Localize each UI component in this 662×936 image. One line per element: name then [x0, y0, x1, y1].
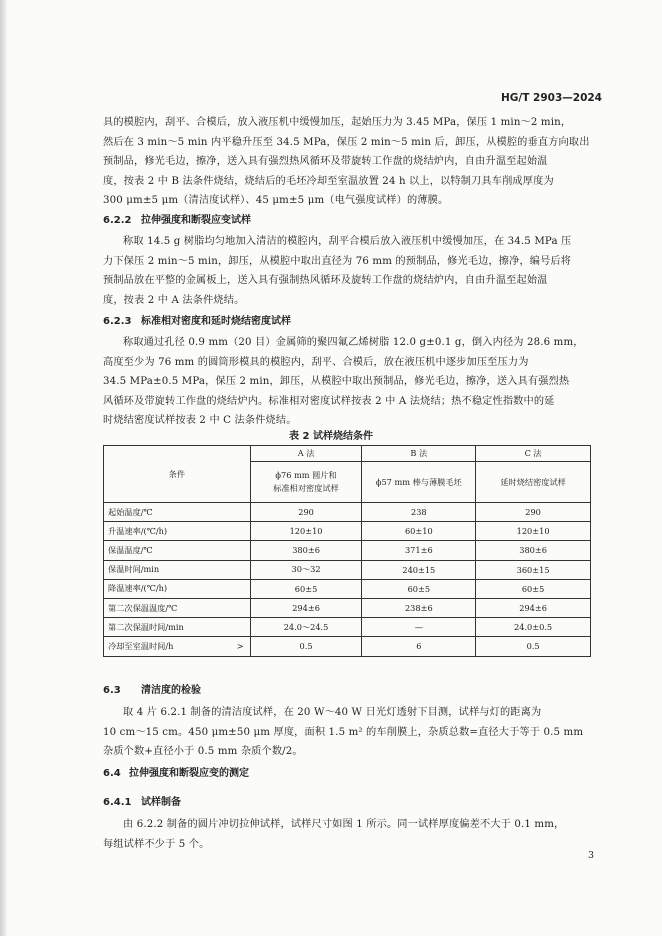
section-heading-6-4-1 — [103, 793, 181, 808]
text-line: 高度至少为 76 mm 的圆筒形模具的模腔内，刮平、合模后，放在液压机中逐步加压至压力为 — [103, 356, 529, 368]
section-heading-6-2-2 — [103, 211, 251, 226]
section-heading-6-4 — [103, 764, 249, 779]
row-label: 保温时间/min — [104, 560, 251, 579]
text-line: 风循环及带旋转工作盘的烧结炉内。标准相对密度试样按表 2 中 A 法烧结；热不稳定性指数中的延 — [103, 395, 555, 407]
paragraph-sample-prep — [103, 815, 591, 854]
paragraph-film-sample — [103, 113, 591, 211]
section-title: 试样制备 — [141, 797, 181, 808]
text-line: 预制品，修光毛边，擦净，送入具有强烈热风循环及带旋转工作盘的烧结炉内，自由升温至起始温 — [103, 156, 548, 168]
cell-b: — — [362, 618, 476, 637]
cell-c: 0.5 — [476, 637, 591, 656]
text-line: 每组试样不少于 5 个。 — [103, 838, 210, 850]
section-number: 6.2.3 — [103, 316, 132, 327]
text-line: 300 μm±5 μm（清洁度试样）、45 μm±5 μm（电气强度试样）的薄膜。 — [103, 195, 449, 207]
cell-a: 30～32 — [250, 560, 362, 579]
row-label: 起始温度/℃ — [104, 503, 251, 522]
table-row — [104, 598, 591, 617]
method-c-subheader: 延时烧结密度试样 — [476, 462, 591, 503]
text-line: 度，按表 2 中 A 法条件烧结。 — [103, 294, 245, 306]
text-line: 时烧结密度试样按表 2 中 C 法条件烧结。 — [103, 415, 297, 427]
cell-b: 6 — [362, 637, 476, 656]
section-title: 标准相对密度和延时烧结密度试样 — [141, 316, 291, 327]
text-line: 力下保压 2 min～5 min，卸压，从模腔中取出直径为 76 mm 的预制品，修光毛边，擦净，编号后将 — [103, 255, 572, 267]
row-label: 冷却至室温时间/h — [108, 640, 174, 651]
text-line: 称取 14.5 g 树脂均匀地加入清洁的模腔内，刮平合模后放入液压机中缓慢加压，在 34.5 MPa 压 — [123, 236, 572, 247]
row-label: 第二次保温时间/min — [104, 618, 251, 637]
section-number: 6.4 — [103, 768, 121, 779]
cell-b: 240±15 — [362, 560, 476, 579]
text-line: 度，按表 2 中 B 法条件烧结，烧结后的毛坯冷却至室温放置 24 h 以上，以特制刀具车削成厚度为 — [103, 175, 554, 187]
section-number: 6.4.1 — [103, 797, 132, 808]
paragraph-tensile-sample — [103, 232, 591, 310]
text-line: 具的模腔内，刮平、合模后，放入液压机中缓慢加压，起始压力为 3.45 MPa，保压 1 min～2 min， — [103, 117, 572, 128]
greater-than-mark: > — [236, 640, 244, 651]
table-row — [104, 579, 591, 598]
condition-header: 条件 — [104, 446, 251, 503]
method-a-header: A 法 — [250, 446, 362, 462]
text-line: 杂质个数+直径小于 0.5 mm 杂质个数/2。 — [103, 746, 303, 758]
row-label: 保温温度/℃ — [104, 541, 251, 560]
cell-c: 290 — [476, 503, 591, 522]
cell-b: 371±6 — [362, 541, 476, 560]
table-caption: 表 2 试样烧结条件 — [289, 431, 373, 442]
table-row — [104, 541, 591, 560]
sintering-conditions-table — [103, 445, 591, 657]
section-title: 拉伸强度和断裂应变的测定 — [129, 768, 249, 779]
text-line: 预制品放在平整的金属板上，送入具有强制热风循环及旋转工作盘的烧结炉内，自由升温至起始温 — [103, 275, 548, 287]
cell-b: 60±5 — [362, 579, 476, 598]
paragraph-cleanliness — [103, 703, 591, 762]
scan-edge-shadow — [0, 0, 7, 936]
section-number: 6.2.2 — [103, 215, 132, 226]
section-number: 6.3 — [103, 685, 121, 696]
table-row — [104, 637, 591, 656]
cell-a: 294±6 — [250, 598, 362, 617]
method-b-subheader: ϕ57 mm 棒与薄膜毛坯 — [362, 462, 476, 503]
cell-c: 24.0±0.5 — [476, 618, 591, 637]
row-label: 第二次保温温度/℃ — [104, 598, 251, 617]
cell-b: 238±6 — [362, 598, 476, 617]
text-line: 称取通过孔径 0.9 mm（20 目）金属筛的聚四氟乙烯树脂 12.0 g±0.1 g，倒入内径为 28.6 mm， — [123, 337, 584, 348]
table-row — [104, 503, 591, 522]
table-row — [104, 560, 591, 579]
row-label: 降温速率/(℃/h) — [104, 579, 251, 598]
section-title: 拉伸强度和断裂应变试样 — [141, 215, 251, 226]
method-c-header: C 法 — [476, 446, 591, 462]
text-line: 34.5 MPa±0.5 MPa，保压 2 min，卸压，从模腔中取出预制品，修光毛边，擦净，送入具有强烈热 — [103, 376, 570, 388]
method-b-header: B 法 — [362, 446, 476, 462]
page-number: 3 — [587, 850, 594, 861]
text-line: 由 6.2.2 制备的圆片冲切拉伸试样，试样尺寸如图 1 所示。同一试样厚度偏差不大于 0.1 mm， — [123, 819, 565, 830]
cell-b: 60±10 — [362, 522, 476, 541]
table-row — [104, 522, 591, 541]
cell-a: 0.5 — [250, 637, 362, 656]
standard-number: HG/T 2903—2024 — [500, 92, 602, 104]
row-label-cell — [104, 637, 251, 656]
cell-a: 290 — [250, 503, 362, 522]
cell-c: 360±15 — [476, 560, 591, 579]
cell-a: 24.0～24.5 — [250, 618, 362, 637]
row-label: 升温速率/(℃/h) — [104, 522, 251, 541]
text-line: 然后在 3 min～5 min 内平稳升压至 34.5 MPa，保压 2 min～5 min 后，卸压，从模腔的垂直方向取出 — [103, 136, 590, 148]
cell-c: 380±6 — [476, 541, 591, 560]
cell-c: 294±6 — [476, 598, 591, 617]
section-title: 清洁度的检验 — [141, 685, 201, 696]
method-a-subheader: ϕ76 mm 圆片和 标准相对密度试样 — [250, 462, 362, 503]
table-row — [104, 618, 591, 637]
cell-a: 60±5 — [250, 579, 362, 598]
cell-c: 60±5 — [476, 579, 591, 598]
cell-a: 380±6 — [250, 541, 362, 560]
cell-a: 120±10 — [250, 522, 362, 541]
paragraph-density-sample — [103, 333, 591, 431]
text-line: 10 cm～15 cm。450 μm±50 μm 厚度，面积 1.5 m² 的车削膜上，杂质总数=直径大于等于 0.5 mm — [103, 726, 584, 738]
cell-b: 238 — [362, 503, 476, 522]
section-heading-6-3 — [103, 681, 201, 696]
section-heading-6-2-3 — [103, 312, 291, 327]
cell-c: 120±10 — [476, 522, 591, 541]
text-line: 取 4 片 6.2.1 制备的清洁度试样，在 20 W～40 W 日光灯透射下目测，试样与灯的距离为 — [123, 707, 542, 718]
